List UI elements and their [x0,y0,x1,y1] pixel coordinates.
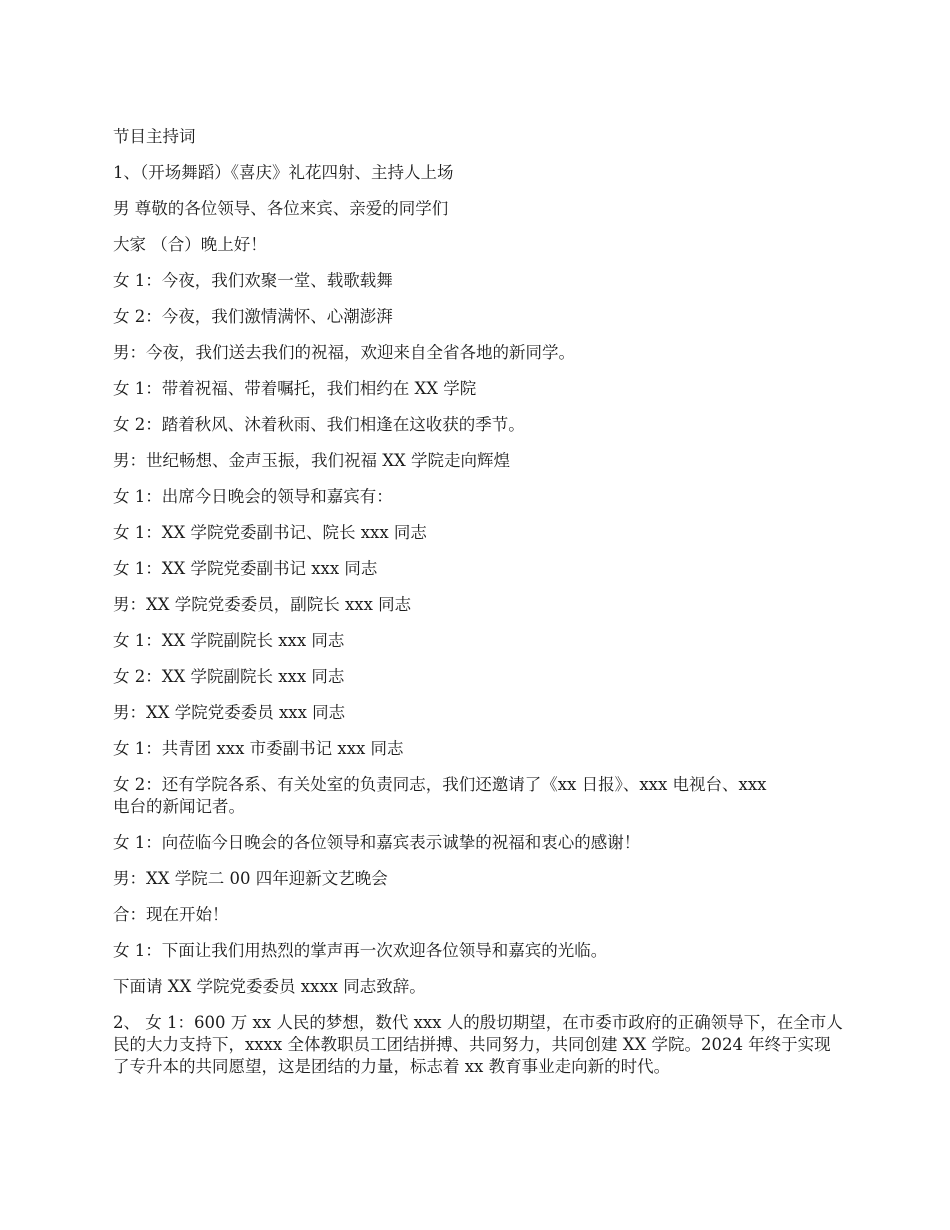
paragraph: 女 1：共青团 xxx 市委副书记 xxx 同志 [113,739,404,758]
paragraph: 女 1：向莅临今日晚会的各位领导和嘉宾表示诚挚的祝福和衷心的感谢！ [113,833,641,852]
paragraph: 女 2：踏着秋风、沐着秋雨、我们相逢在这收获的季节。 [113,415,525,434]
paragraph: 2、 女 1：600 万 xx 人民的梦想，数代 xxx 人的殷切期望，在市委市政府的正确领导下，在全市人民的大力支持下，xxxx 全体教职员工团结拼搏、共同努力，共同创建 XX 学院。2024 年终于实现了专升本的共同愿望，这是团结的力量，标志着 xx 教育事业走向新的时代。 [113,1013,843,1076]
paragraph: 男：今夜，我们送去我们的祝福，欢迎来自全省各地的新同学。 [113,343,575,362]
paragraph: 下面请 XX 学院党委委员 xxxx 同志致辞。 [113,977,426,996]
paragraph: 合：现在开始！ [113,905,229,924]
paragraph: 女 1：今夜，我们欢聚一堂、载歌载舞 [113,271,393,290]
paragraph: 男：XX 学院党委委员，副院长 xxx 同志 [113,595,412,614]
document-body [113,126,843,1092]
paragraph: 男：XX 学院二 00 四年迎新文艺晚会 [113,869,388,888]
paragraph: 女 1：XX 学院党委副书记 xxx 同志 [113,559,378,578]
paragraph: 女 2：XX 学院副院长 xxx 同志 [113,667,345,686]
paragraph: 女 2：还有学院各系、有关处室的负责同志，我们还邀请了《xx 日报》、xxx 电视台、xxx 电台的新闻记者。 [113,775,767,816]
paragraph: 男 尊敬的各位领导、各位来宾、亲爱的同学们 [113,199,449,218]
paragraph: 女 1：出席今日晚会的领导和嘉宾有： [113,487,393,506]
paragraph: 女 1：XX 学院副院长 xxx 同志 [113,631,345,650]
paragraph: 男：世纪畅想、金声玉振，我们祝福 XX 学院走向辉煌 [113,451,510,470]
paragraph: 大家 （合）晚上好！ [113,235,267,254]
paragraph: 女 1：带着祝福、带着嘱托，我们相约在 XX 学院 [113,379,477,398]
paragraph: 男：XX 学院党委委员 xxx 同志 [113,703,346,722]
document-title: 节目主持词 [113,127,196,146]
paragraph: 1、（开场舞蹈）《喜庆》礼花四射、主持人上场 [113,163,454,182]
paragraph: 女 2：今夜，我们激情满怀、心潮澎湃 [113,307,393,326]
paragraph: 女 1：下面让我们用热烈的掌声再一次欢迎各位领导和嘉宾的光临。 [113,941,608,960]
paragraph: 女 1：XX 学院党委副书记、院长 xxx 同志 [113,523,427,542]
